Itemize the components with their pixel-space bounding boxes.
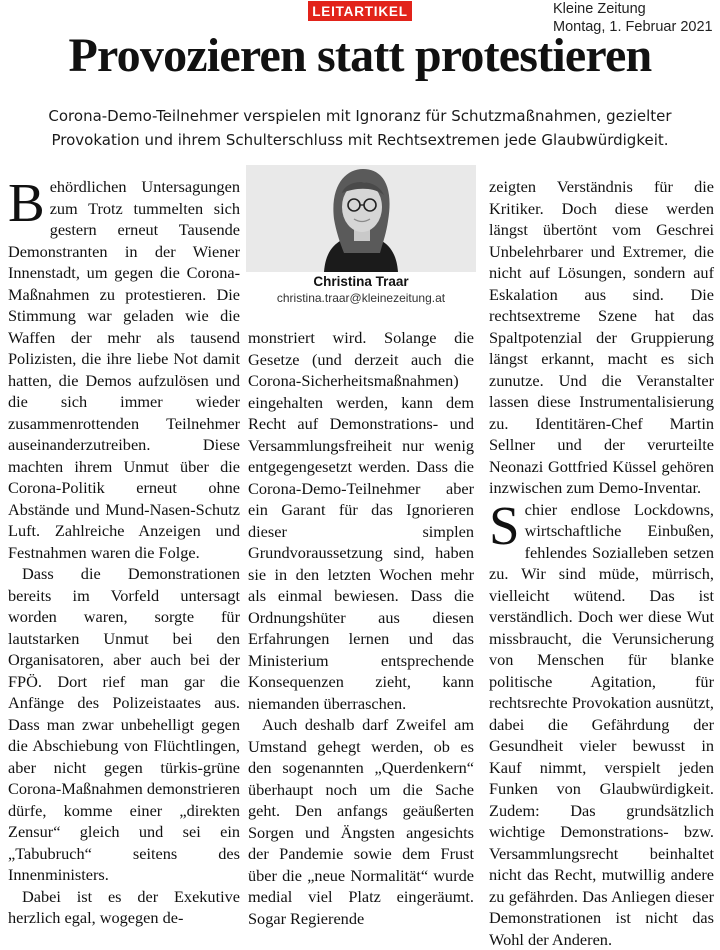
author-portrait-image bbox=[246, 165, 476, 272]
paragraph-3-start: Dabei ist es der Exekutive herzlich egal, wogegen de- bbox=[8, 886, 240, 929]
author-box bbox=[246, 165, 476, 308]
paragraph-5-text: chier endlose Lockdowns, wirtschaftliche Einbußen, fehlendes Sozialleben setzen zu. Wir sind müde, mürrisch, vielleicht wütend. Das ist verständlich. Doch wer diese Wut missbraucht, die Verunsicherung von Menschen für blanke politische Agitation, für rechtsrechte Provokation ausnützt, dabei die Gefährdung der Gesundheit vieler bewusst in Kauf nimmt, verspielt jeden Funken von Glaubwürdigkeit. Zudem: Das grundsätzlich wichtige Demonstrations- bzw. Versammlungsrecht beinhaltet nicht das Recht, mutwillig andere zu gefährden. Das Anliegen dieser Demonstrationen ist nicht das Wohl der Anderen. bbox=[489, 500, 714, 949]
article-subheadline: Corona-Demo-Teilnehmer verspielen mit Ignoranz für Schutzmaßnahmen, gezielter Provokation und ihrem Schulterschluss mit Rechtsextremen jede Glaubwürdigkeit. bbox=[10, 104, 710, 152]
article-column-3 bbox=[489, 176, 714, 950]
paragraph-5 bbox=[489, 499, 714, 950]
author-name: Christina Traar bbox=[246, 274, 476, 289]
paragraph-4: Auch deshalb darf Zweifel am Umstand gehegt werden, ob es den sogenannten „Querdenkern“ überhaupt noch um die Sache geht. Den anfangs geäußerten Sorgen und Ängsten angesichts der Pandemie sowie dem Frust über die „neue Normalität“ wurde medial viel Platz eingeräumt. Sogar Regierende bbox=[248, 714, 474, 929]
article-column-2 bbox=[248, 327, 474, 929]
drop-cap: B bbox=[8, 180, 45, 226]
article-headline: Provozieren statt protestieren bbox=[0, 20, 720, 92]
publication-name: Kleine Zeitung bbox=[553, 0, 713, 18]
paragraph-1 bbox=[8, 176, 240, 563]
paragraph-4-continued: zeigten Verständnis für die Kritiker. Doch diese werden längst übertönt vom Geschrei Unbelehrbarer und Extremer, die nicht auf Lösungen, sondern auf Eskalation aus sind. Die rechtsextreme Szene hat das Spaltpotenzial der Gruppierung längst erkannt, macht es sich zunutze. Und die Veranstalter lassen diese Instrumentalisierung zu. Identitären-Chef Martin Sellner und der verurteilte Neonazi Gottfried Küssel gehören inzwischen zum Demo-Inventar. bbox=[489, 176, 714, 499]
author-photo bbox=[246, 165, 476, 272]
paragraph-2: Dass die Demonstrationen bereits im Vorfeld untersagt worden waren, sorgte für lautstarken Unmut bei den Organisatoren, aber auch bei der FPÖ. Dort rief man gar die Anfänge des Polizeistaates aus. Dass man zwar unbehelligt gegen die Abschiebung von Flüchtlingen, aber nicht gegen türkis-grüne Corona-Maßnahmen demonstrieren dürfe, komme einer „direkten Zensur“ gleich und sei ein „Tabubruch“ seitens des Innenministers. bbox=[8, 563, 240, 886]
publication-date: Montag, 1. Februar 2021 bbox=[553, 18, 713, 36]
drop-cap: S bbox=[489, 503, 520, 549]
paragraph-3-continued: monstriert wird. Solange die Gesetze (und derzeit auch die Corona-Sicherheitsmaßnahmen) eingehalten werden, kann dem Recht auf Demonstrations- und Versammlungsfreiheit nur wenig entgegengesetzt werden. Dass die Corona-Demo-Teilnehmer aber ein Garant für das Ignorieren dieser simplen Grundvoraussetzung sind, haben sie in den letzten Wochen mehr als einmal bewiesen. Dass die Ordnungshüter aus diesen Erfahrungen lernen und das Ministerium entsprechende Konsequenzen zieht, kann niemanden überraschen. bbox=[248, 327, 474, 714]
section-badge: LEITARTIKEL bbox=[308, 1, 412, 21]
paragraph-1-text: ehördlichen Untersagungen zum Trotz tummelten sich gestern erneut Tausende Demonstranten in der Wiener Innenstadt, um gegen die Corona-Maßnahmen zu protestieren. Die Stimmung war geladen wie die Waffen der mehr als tausend Polizisten, die ihre liebe Not damit hatten, die Demos aufzulösen und die sich immer wieder zusammenrottenden Teilnehmer auseinanderzutreiben. Diese machten ihrem Unmut über die Corona-Politik erneut ohne Abstände und Mund-Nasen-Schutz Luft. Zahlreiche Anzeigen und Festnahmen waren die Folge. bbox=[8, 177, 240, 562]
author-email: christina.traar@kleinezeitung.at bbox=[246, 291, 476, 305]
article-column-1 bbox=[8, 176, 240, 929]
